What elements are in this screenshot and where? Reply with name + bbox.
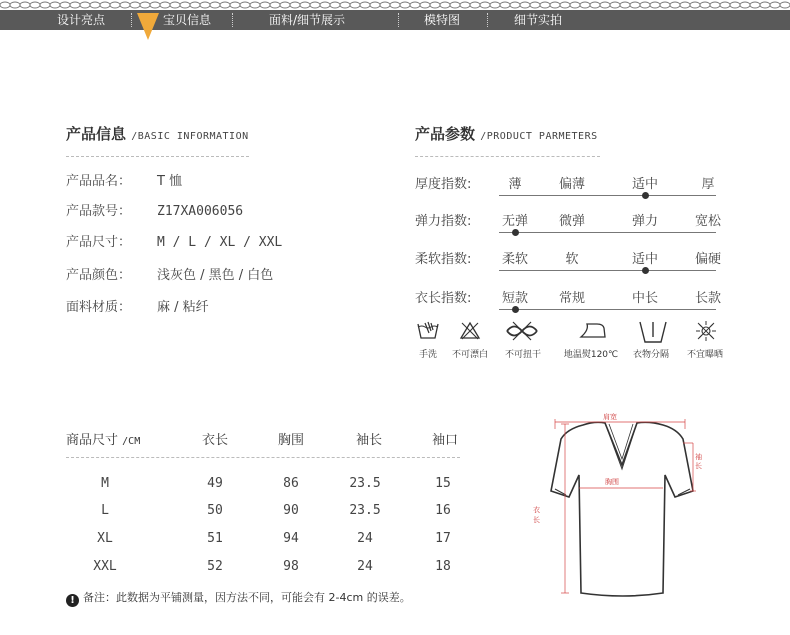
wash-separately-icon (638, 320, 668, 344)
param-option: 常规 (558, 291, 586, 306)
param-scale-line (499, 232, 716, 233)
care-label: 不宜曝晒 (686, 350, 724, 360)
product-params-title-en: /PRODUCT PARMETERS (480, 131, 598, 142)
measurement-note (66, 589, 411, 607)
info-row-style-no (66, 200, 243, 219)
info-value: M / L / XL / XXL (157, 235, 283, 250)
nav-bar (0, 10, 790, 30)
info-row-color (66, 264, 273, 283)
chest-label: 胸围 (605, 478, 619, 486)
param-option: 弹力 (631, 214, 659, 229)
size-cell: L (101, 503, 109, 518)
info-row-material (66, 296, 209, 315)
param-option: 宽松 (694, 214, 722, 229)
param-option: 无弹 (501, 214, 529, 229)
hand-wash-icon (416, 320, 440, 342)
size-cell: XL (97, 531, 113, 546)
param-option: 厚 (701, 177, 715, 192)
size-table-unit: /CM (122, 436, 141, 447)
iron-low-temp-icon (578, 320, 608, 342)
product-info-title (66, 123, 249, 144)
size-table-title (66, 429, 140, 448)
divider (415, 156, 600, 157)
info-label: 产品尺寸： (66, 235, 132, 250)
nav-fabric-details[interactable]: 面料/细节展示 (269, 13, 346, 27)
no-bleach-icon (459, 320, 481, 342)
product-info-title-cn: 产品信息 (66, 125, 127, 143)
size-cell: XXL (93, 559, 117, 574)
param-option: 微弹 (558, 214, 586, 229)
measurement-cell: 49 (207, 476, 223, 491)
info-value: T 恤 (157, 174, 183, 189)
param-selected-dot (512, 229, 519, 236)
measurement-cell: 50 (207, 503, 223, 518)
divider (66, 156, 249, 157)
size-table-title-cn: 商品尺寸 (66, 433, 119, 448)
col-header-length: 衣长 (201, 433, 229, 448)
sleeve-label-char: 长 (695, 462, 702, 470)
col-header-cuff: 袖口 (431, 433, 459, 448)
param-option: 偏硬 (694, 252, 722, 267)
param-scale-line (499, 309, 716, 310)
tshirt-diagram (525, 405, 705, 600)
measurement-cell: 24 (357, 559, 373, 574)
info-value: Z17XA006056 (157, 204, 244, 219)
nav-separator (398, 13, 399, 27)
nav-design-highlights[interactable]: 设计亮点 (57, 13, 106, 27)
param-scale-line (499, 270, 716, 271)
measurement-cell: 98 (283, 559, 299, 574)
info-value: 浅灰色 / 黑色 / 白色 (157, 268, 274, 283)
measurement-cell: 90 (283, 503, 299, 518)
tshirt-outline (525, 405, 705, 600)
param-option: 长款 (694, 291, 722, 306)
param-label: 厚度指数: (415, 177, 472, 192)
nav-separator (487, 13, 488, 27)
nav-separator (131, 13, 132, 27)
info-label: 产品品名： (66, 174, 132, 189)
nav-active-marker (137, 13, 159, 40)
measurement-cell: 17 (435, 531, 451, 546)
measurement-cell: 94 (283, 531, 299, 546)
top-nav (0, 0, 790, 30)
note-text: 备注：此数据为平铺测量，因方法不同，可能会有 2-4cm 的误差。 (83, 591, 411, 604)
info-label: 产品颜色： (66, 268, 132, 283)
product-info-title-en: /BASIC INFORMATION (131, 131, 249, 142)
col-header-chest: 胸围 (277, 433, 305, 448)
product-params-title-cn: 产品参数 (415, 125, 476, 143)
measurement-cell: 52 (207, 559, 223, 574)
param-label: 弹力指数: (415, 214, 472, 229)
no-wring-icon (505, 320, 539, 342)
nav-detail-shots[interactable]: 细节实拍 (514, 13, 563, 27)
divider (66, 457, 460, 458)
measurement-cell: 23.5 (349, 476, 381, 491)
info-value: 麻 / 粘纤 (157, 300, 209, 315)
param-option: 软 (565, 252, 579, 267)
param-scale-line (499, 195, 716, 196)
info-label: 产品款号： (66, 204, 132, 219)
measurement-cell: 23.5 (349, 503, 381, 518)
param-option: 柔软 (501, 252, 529, 267)
info-row-name (66, 170, 182, 189)
size-cell: M (101, 476, 109, 491)
param-option: 适中 (631, 177, 659, 192)
param-label: 柔软指数: (415, 252, 472, 267)
param-label: 衣长指数: (415, 291, 472, 306)
length-label-char: 衣 (533, 506, 540, 514)
param-option: 薄 (508, 177, 522, 192)
no-sun-dry-icon (695, 320, 717, 342)
warning-icon: ! (66, 594, 79, 607)
param-selected-dot (642, 192, 649, 199)
col-header-sleeve: 袖长 (355, 433, 383, 448)
measurement-cell: 16 (435, 503, 451, 518)
measurement-cell: 51 (207, 531, 223, 546)
measurement-cell: 24 (357, 531, 373, 546)
shoulder-width-label: 肩宽 (603, 413, 617, 421)
measurement-cell: 15 (435, 476, 451, 491)
nav-separator (232, 13, 233, 27)
param-option: 中长 (631, 291, 659, 306)
info-row-size (66, 231, 282, 250)
nav-product-info[interactable]: 宝贝信息 (163, 13, 212, 27)
care-label: 手洗 (418, 350, 438, 360)
param-option: 适中 (631, 252, 659, 267)
info-label: 面料材质： (66, 300, 132, 315)
param-option: 短款 (501, 291, 529, 306)
sleeve-label-char: 袖 (695, 453, 702, 461)
care-label: 不可漂白 (451, 350, 489, 360)
length-label-char: 长 (533, 516, 540, 524)
measurement-cell: 18 (435, 559, 451, 574)
param-selected-dot (642, 267, 649, 274)
body-length-label (533, 505, 540, 525)
care-label: 衣物分隔 (632, 350, 670, 360)
care-label: 地温熨120℃ (563, 350, 619, 360)
param-option: 偏薄 (558, 177, 586, 192)
measurement-cell: 86 (283, 476, 299, 491)
param-selected-dot (512, 306, 519, 313)
chain-border (0, 0, 790, 10)
sleeve-length-label (695, 453, 702, 471)
care-label: 不可扭干 (504, 350, 542, 360)
product-params-title (415, 123, 598, 144)
nav-model-photos[interactable]: 模特图 (424, 13, 461, 27)
